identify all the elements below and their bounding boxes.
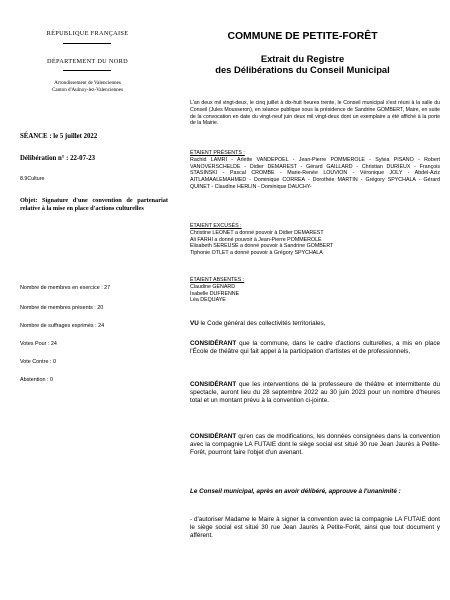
- vu-text: le Code général des collectivités territoriales,: [198, 320, 326, 327]
- excuse-line: Christine LEONET a donné pouvoir à Didier DEMAREST: [190, 229, 324, 236]
- considerant-3: [190, 433, 440, 458]
- seance-date: SÉANCE : le 5 juillet 2022: [20, 133, 98, 140]
- departement-header: DÉPARTEMENT DU NORD: [47, 58, 128, 65]
- deliberation-number: Délibération n° : 22-07-23: [20, 155, 96, 162]
- excuses-block: [190, 223, 440, 257]
- stat-members-present: Nombre de membres présents : 20: [20, 305, 104, 311]
- divider: [63, 43, 111, 44]
- stat-members-in-office: Nombre de membres en exercice : 27: [20, 285, 111, 291]
- considerant-lead: CONSIDÉRANT: [190, 340, 237, 347]
- extrait-title: [165, 54, 440, 76]
- excuse-line: Elisabeth SEREUSE a donné pouvoir à Sandrine GOMBERT: [190, 243, 334, 250]
- considerant-1: [190, 340, 440, 356]
- absent-line: Léa DEQUAYE: [190, 297, 226, 304]
- republique-header: RÉPUBLIQUE FRANÇAISE: [46, 30, 129, 37]
- absent-line: Isabelle DUFRENNE: [190, 290, 240, 297]
- extrait-line-1: Extrait du Registre: [260, 53, 345, 64]
- canton: Canton d'Aulnoy-lez-Valenciennes: [52, 86, 123, 93]
- vu-paragraph: [190, 320, 440, 328]
- excuse-line: Ali FARHI a donné pouvoir à Jean-Pierre POMMEROLE: [190, 236, 322, 243]
- considerant-lead: CONSIDÉRANT: [190, 433, 237, 440]
- arrondissement: Arrondissement de Valenciennes: [54, 80, 121, 86]
- presents-list: Rachid LAMRI - Arlette VANDEPOEL - Jean-Pierre POMMEROLE - Sylvia PISANO - Robert VANOVERSCHELDE - Didier DEMAREST - Gérard GAILLARD - Christian DURIEUX - François STASINSKI - Pascal CROMBE - Marie-Renée LOUVION - Véronique JOLY - Abdel-Aziz AITLAMAALEMAHMED - Dominique CORREA - Dorothée MARTIN - Grégory SPYCHALA - Gérard QUINET - Claudine HERLIN - Dominique DAUCHY-: [190, 156, 440, 190]
- stat-votes-expressed: Nombre de suffrages exprimés : 24: [20, 323, 105, 329]
- conclusion: Le Conseil municipal, après en avoir délibéré, approuve à l'unanimité :: [190, 488, 401, 495]
- divider: [63, 70, 111, 71]
- intro-paragraph: L'an deux mil vingt-deux, le cinq juillet à dix-huit heures trente, le Conseil municipal s'est réuni à la salle du Conseil (Jules Mousseron), en séance publique sous la présidence de Sandrine GOMBERT, Maire, en suite de la convocation en date du vingt-neuf juin deux mil vingt-deux dont un exemplaire a été affiché à la porte de la Mairie.: [190, 100, 440, 127]
- objet-title: Objet: Signature d'une convention de partenariat relative à la mise en place d'actions culturelles: [20, 197, 168, 213]
- presents-heading: ÉTAIENT PRÉSENTS :: [190, 150, 245, 156]
- category-code: 8.9Culture: [20, 176, 45, 182]
- considerant-text: que les interventions de la professeure de théâtre et intermittente du spectacle, auront lieu du 28 septembre 2022 au 30 juin 2023 pour un nombre d'heures total et un montant prévu à la convention ci-jointe.: [190, 381, 440, 405]
- vu-lead: VU: [190, 320, 199, 327]
- action-item: - d'autoriser Madame le Maire à signer la convention avec la compagnie LA FUTAIE dont le siège social est situé 30 rue Jean Jaurès à Petite-Forêt, ainsi que tout document y afférent.: [190, 516, 440, 540]
- considerant-2: [190, 381, 440, 406]
- stat-abstention: Abstention : 0: [20, 377, 53, 383]
- considerant-text: que la commune, dans le cadre d'actions culturelles, a mis en place l'École de théâtre qui fait appel à la participation d'artistes et de professionnels,: [190, 340, 440, 356]
- considerant-lead: CONSIDÉRANT: [190, 381, 237, 388]
- excuse-line: Tiphonie OTLET a donné pouvoir à Grégory SPYCHALA: [190, 250, 323, 257]
- commune-title: COMMUNE DE PETITE-FORÊT: [227, 31, 378, 42]
- absents-heading: ÉTAIENT ABSENTES :: [190, 277, 245, 283]
- stat-votes-for: Votes Pour : 24: [20, 341, 57, 347]
- absents-block: [190, 277, 440, 304]
- arrondissement-block: [15, 80, 160, 94]
- absent-line: Claudine GENARD: [190, 283, 236, 290]
- presents-block: [190, 150, 440, 191]
- extrait-line-2: des Délibérations du Conseil Municipal: [215, 63, 390, 75]
- excuses-heading: ÉTAIENT EXCUSÉS :: [190, 223, 242, 229]
- stat-votes-against: Vote Contre : 0: [20, 359, 56, 365]
- considerant-text: qu'en cas de modifications, les données consignées dans la convention avec la compagnie LA FUTAIE dont le siège social est situé 30 rue Jean Jaurès à Petite-Forêt, pourront faire l'objet d'un avenant.: [190, 433, 440, 457]
